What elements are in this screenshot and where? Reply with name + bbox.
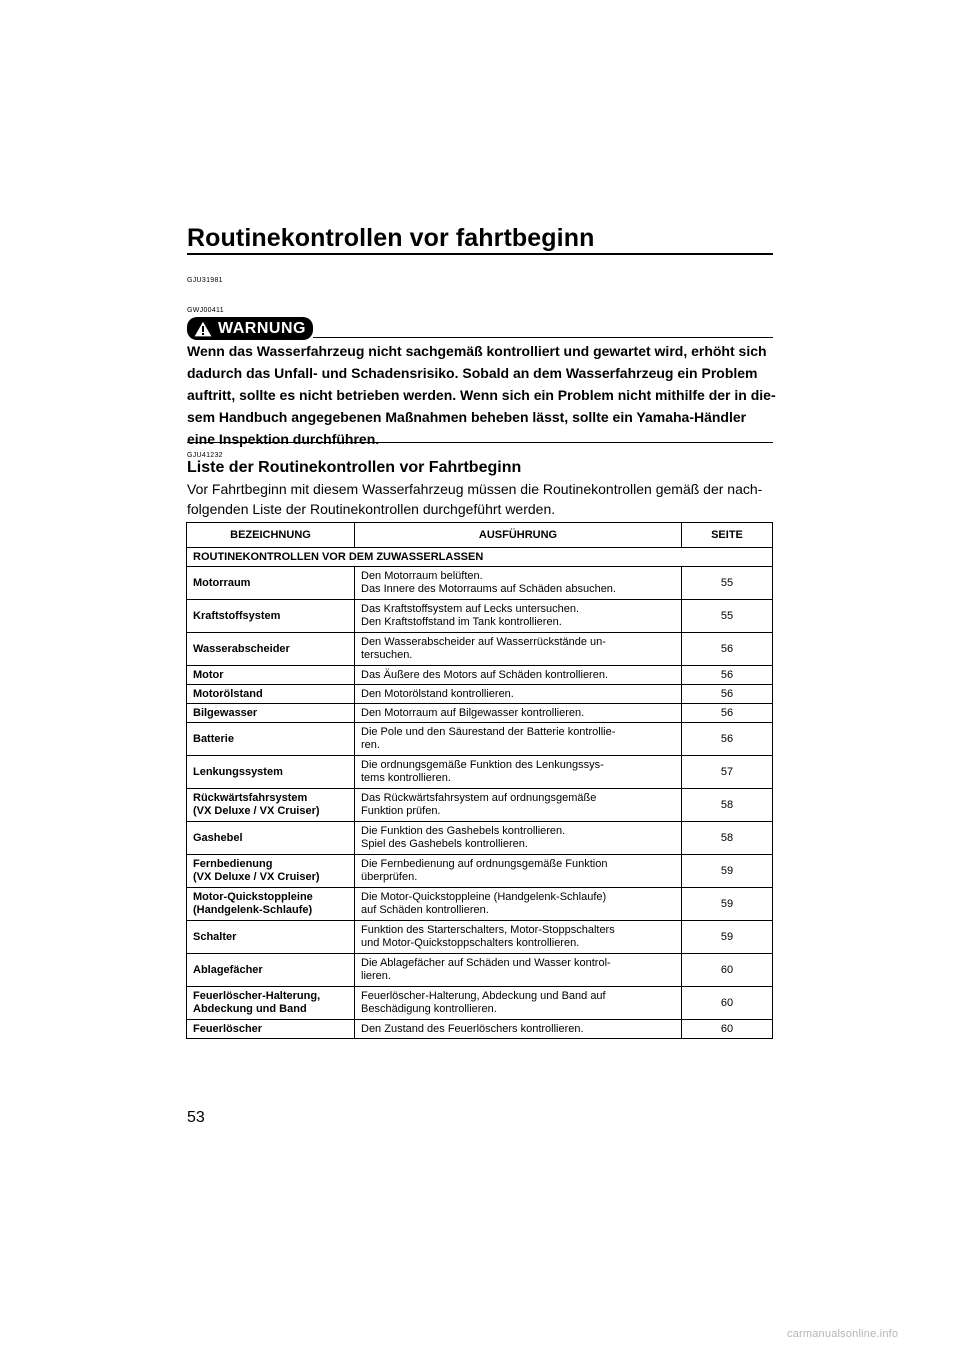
row-page: 59 [682,855,773,888]
row-page: 60 [682,987,773,1020]
table-row [187,855,773,888]
row-name: Motorraum [187,567,355,600]
row-action: Den Motorraum belüften. Das Innere des Motorraums auf Schäden absuchen. [355,567,682,600]
warning-code: GWJ00411 [187,307,224,314]
row-page: 59 [682,888,773,921]
section-code: GJU41232 [187,452,223,459]
table-row [187,704,773,723]
row-action: Die Motor-Quickstoppleine (Handgelenk-Schlaufe) auf Schäden kontrollieren. [355,888,682,921]
section-intro: Vor Fahrtbeginn mit diesem Wasserfahrzeug müssen die Routinekontrollen gemäß der nach-folgenden Liste der Routinekontrollen durchgeführt werden. [187,481,763,517]
row-page: 56 [682,633,773,666]
warning-triangle-icon [194,321,212,337]
row-action: Die Fernbedienung auf ordnungsgemäße Funktion überprüfen. [355,855,682,888]
row-name: Motor-Quickstoppleine (Handgelenk-Schlaufe) [187,888,355,921]
row-page: 57 [682,756,773,789]
table-row [187,921,773,954]
row-name: Rückwärtsfahrsystem (VX Deluxe / VX Cruiser) [187,789,355,822]
row-page: 56 [682,723,773,756]
row-name: Kraftstoffsystem [187,600,355,633]
row-page: 60 [682,954,773,987]
row-name: Gashebel [187,822,355,855]
row-page: 55 [682,567,773,600]
row-action: Die Ablagefächer auf Schäden und Wasser kontrol- lieren. [355,954,682,987]
row-action: Den Wasserabscheider auf Wasserrückstände un- tersuchen. [355,633,682,666]
table-row [187,666,773,685]
table-row [187,888,773,921]
table-row [187,822,773,855]
row-action: Das Äußere des Motors auf Schäden kontrollieren. [355,666,682,685]
row-page: 59 [682,921,773,954]
row-name: Wasserabscheider [187,633,355,666]
section-heading: Liste der Routinekontrollen vor Fahrtbeginn [187,459,522,476]
row-action: Den Motorölstand kontrollieren. [355,685,682,704]
table-row [187,756,773,789]
page-title: Routinekontrollen vor fahrtbeginn [187,224,595,252]
table-row [187,954,773,987]
warning-rule-bottom [187,442,773,443]
row-action: Das Kraftstoffsystem auf Lecks untersuchen. Den Kraftstoffstand im Tank kontrollieren. [355,600,682,633]
row-page: 55 [682,600,773,633]
row-action: Feuerlöscher-Halterung, Abdeckung und Band auf Beschädigung kontrollieren. [355,987,682,1020]
table-row [187,567,773,600]
routine-checks-table [186,522,773,1039]
row-page: 58 [682,822,773,855]
row-action: Den Motorraum auf Bilgewasser kontrollieren. [355,704,682,723]
row-name: Fernbedienung (VX Deluxe / VX Cruiser) [187,855,355,888]
row-action: Das Rückwärtsfahrsystem auf ordnungsgemäße Funktion prüfen. [355,789,682,822]
row-action: Die Funktion des Gashebels kontrollieren. Spiel des Gashebels kontrollieren. [355,822,682,855]
row-name: Motor [187,666,355,685]
row-action: Die ordnungsgemäße Funktion des Lenkungssys- tems kontrollieren. [355,756,682,789]
warning-rule [313,337,773,338]
row-name: Schalter [187,921,355,954]
row-name: Lenkungssystem [187,756,355,789]
row-action: Den Zustand des Feuerlöschers kontrollieren. [355,1020,682,1039]
row-page: 56 [682,685,773,704]
doc-code: GJU31981 [187,277,223,284]
row-name: Feuerlöscher [187,1020,355,1039]
watermark: carmanualsonline.info [787,1328,899,1340]
row-page: 60 [682,1020,773,1039]
table-row [187,685,773,704]
table-row [187,723,773,756]
row-action: Die Pole und den Säurestand der Batterie kontrollie- ren. [355,723,682,756]
page-number: 53 [187,1109,205,1126]
row-page: 58 [682,789,773,822]
table-row [187,789,773,822]
row-name: Batterie [187,723,355,756]
warning-label: WARNUNG [218,319,306,337]
table-row [187,600,773,633]
table-header-row [187,523,773,548]
row-name: Motorölstand [187,685,355,704]
header-action: AUSFÜHRUNG [355,523,682,548]
header-name: BEZEICHNUNG [187,523,355,548]
row-name: Ablagefächer [187,954,355,987]
row-name: Bilgewasser [187,704,355,723]
table-row [187,1020,773,1039]
header-page: SEITE [682,523,773,548]
row-page: 56 [682,666,773,685]
warning-badge [187,317,313,340]
title-rule [187,253,773,255]
group-label: ROUTINEKONTROLLEN VOR DEM ZUWASSERLASSEN [187,548,773,567]
table-row [187,987,773,1020]
warning-text: Wenn das Wasserfahrzeug nicht sachgemäß kontrolliert und gewartet wird, erhöht sich dadurch das Unfall- und Schadensrisiko. Sobald an dem Wasserfahrzeug ein Problem auftritt, sollte es nicht betrieben werden. Wenn sich ein Problem nicht mithilfe der in die-sem Handbuch angegebenen Maßnahmen beheben lässt, sollte ein Yamaha-Händler eine Inspektion durchführen. [187,343,776,447]
row-page: 56 [682,704,773,723]
row-name: Feuerlöscher-Halterung, Abdeckung und Band [187,987,355,1020]
table-group-row [187,548,773,567]
table-row [187,633,773,666]
row-action: Funktion des Starterschalters, Motor-Stoppschalters und Motor-Quickstoppschalters kontrollieren. [355,921,682,954]
